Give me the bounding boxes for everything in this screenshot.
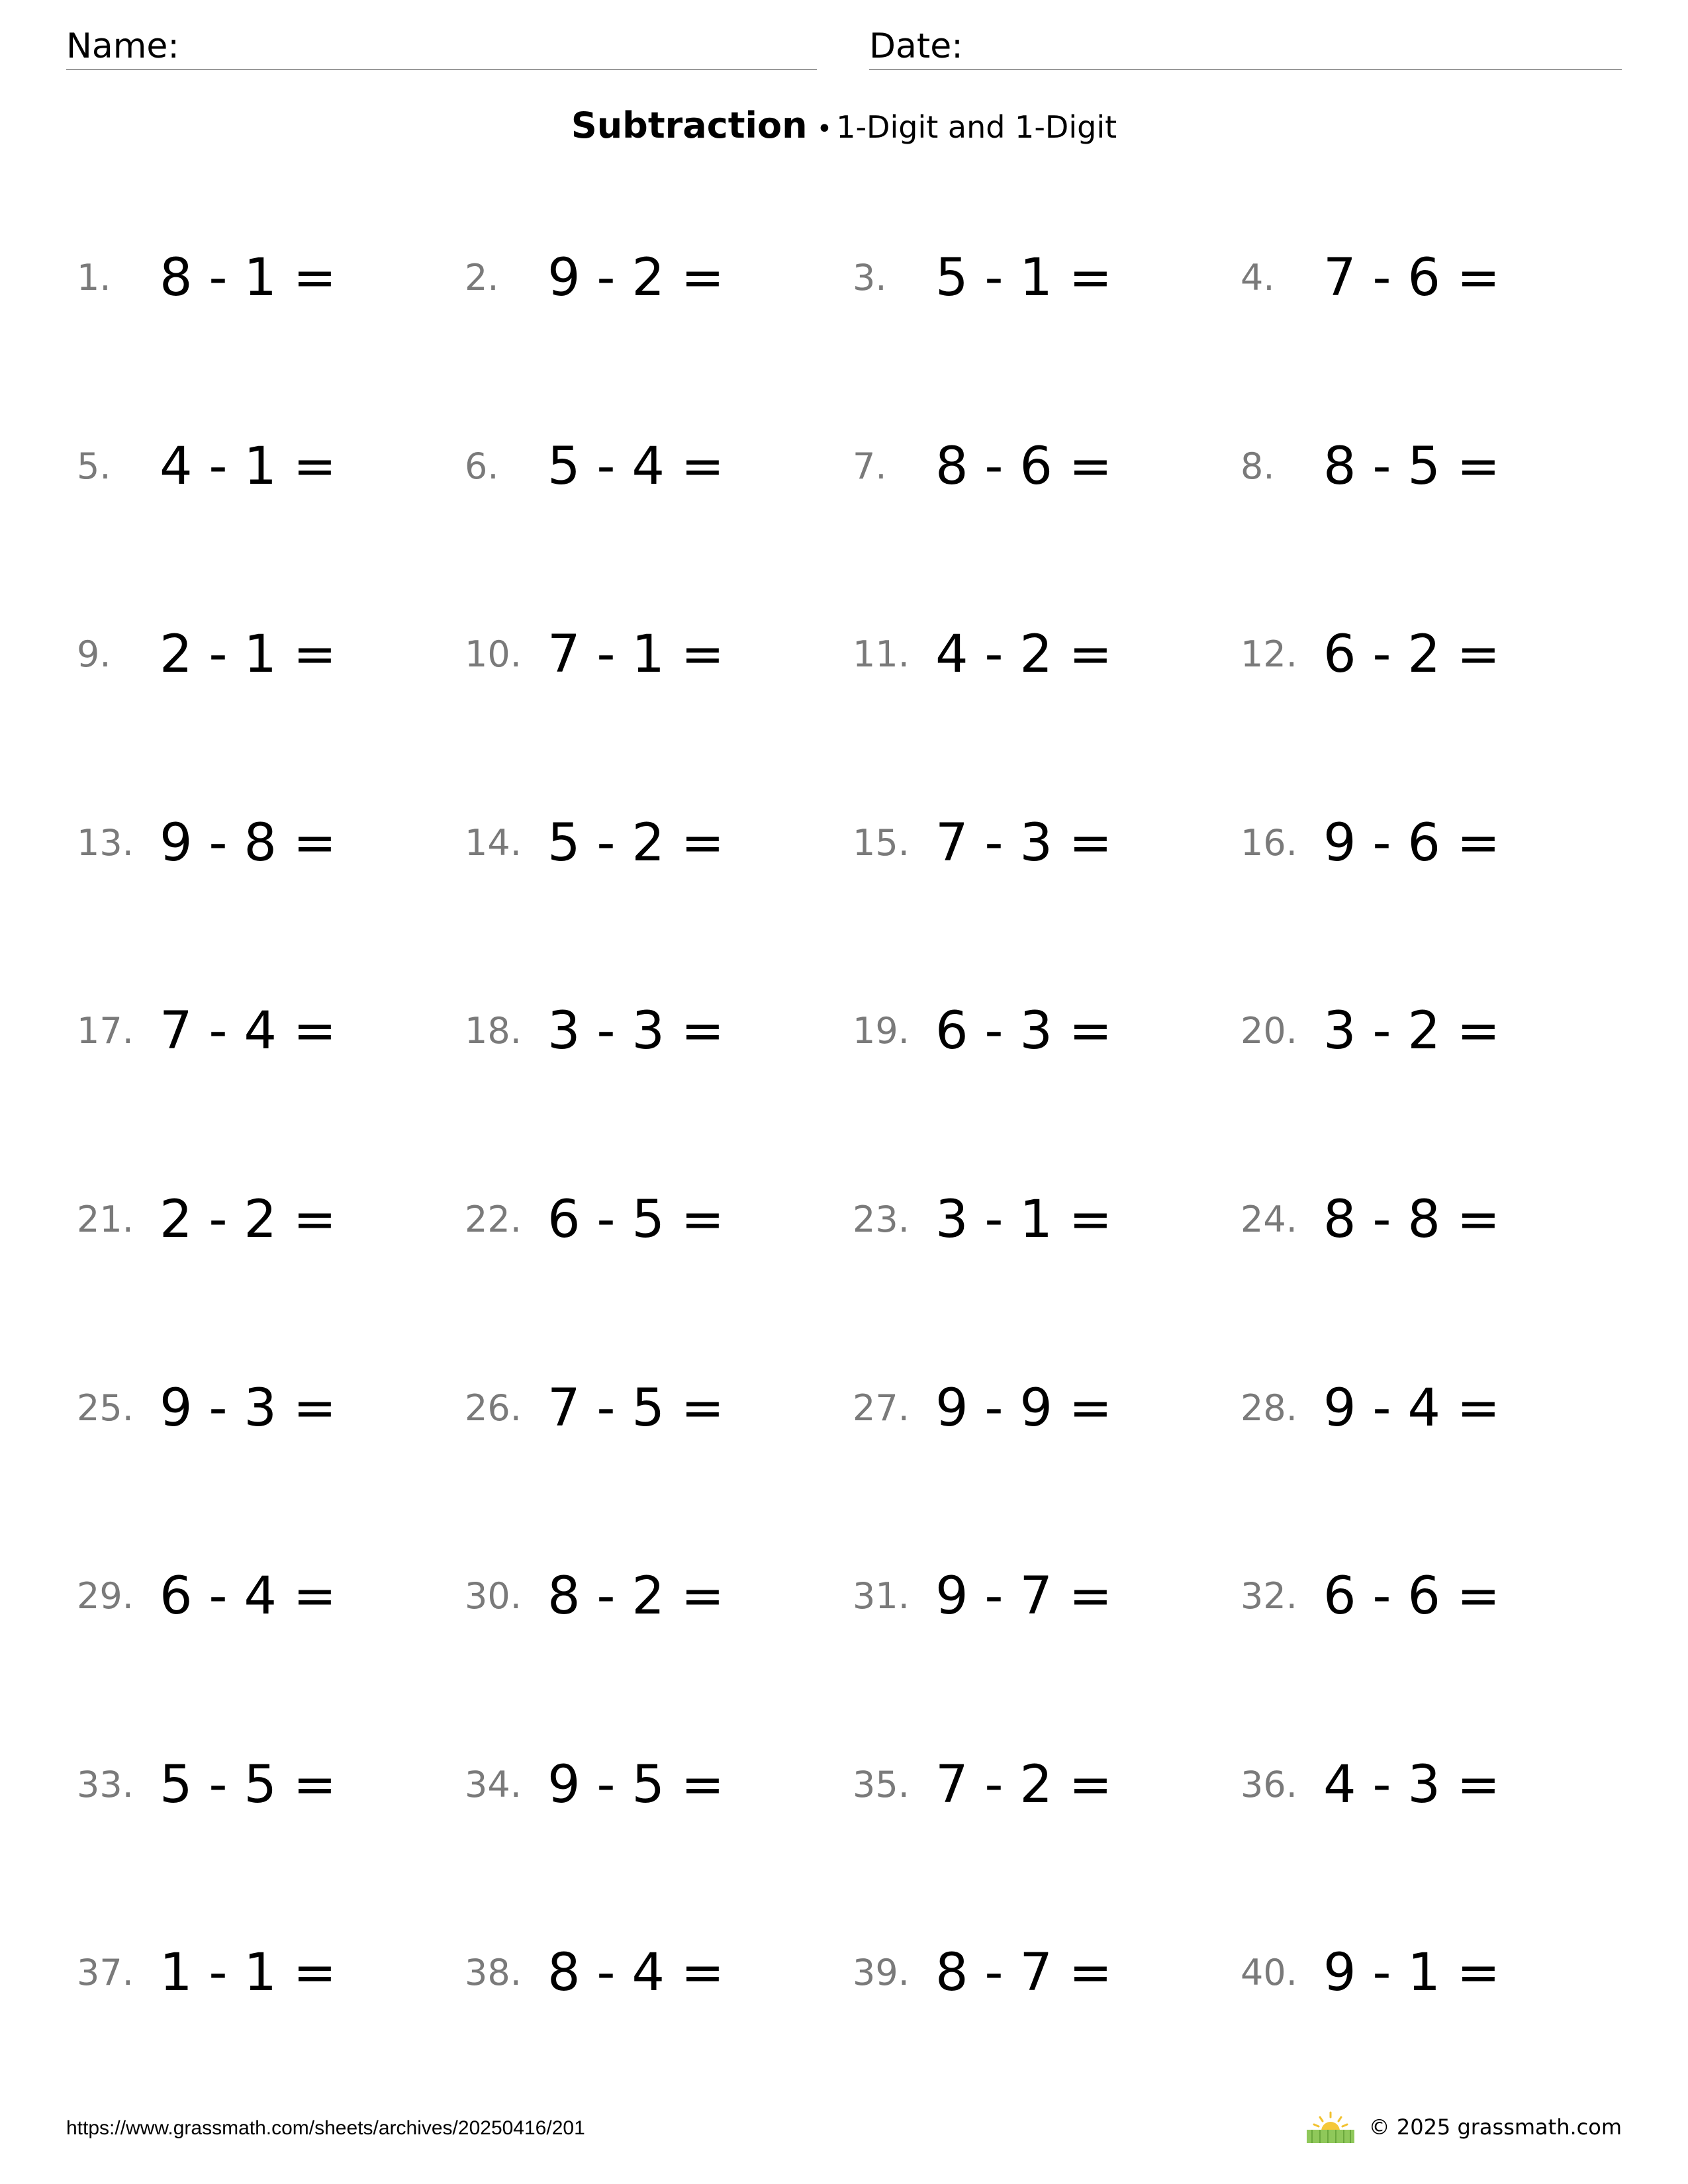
problem-number: 37. (77, 1952, 134, 1994)
problem-expression: 8 - 6 = (935, 436, 1113, 496)
problem-number: 18. (465, 1010, 522, 1052)
problem-expression: 8 - 7 = (935, 1943, 1113, 2003)
problem-number: 32. (1241, 1575, 1297, 1617)
problem-number: 21. (77, 1198, 134, 1240)
problem-expression: 7 - 5 = (547, 1378, 725, 1438)
problem-expression: 4 - 2 = (935, 625, 1113, 685)
problem-number: 29. (77, 1575, 134, 1617)
problem-expression: 5 - 4 = (547, 436, 725, 496)
problem-number: 19. (853, 1010, 910, 1052)
problem-expression: 5 - 5 = (160, 1754, 337, 1815)
problem-number: 34. (465, 1763, 522, 1805)
problem-item (77, 436, 465, 496)
problem-item (465, 1378, 853, 1438)
problem-number: 23. (853, 1198, 910, 1240)
problem-number: 39. (853, 1952, 910, 1994)
problem-expression: 5 - 1 = (935, 248, 1113, 308)
problem-expression: 2 - 2 = (160, 1189, 337, 1250)
problem-number: 17. (77, 1010, 134, 1052)
problem-expression: 7 - 1 = (547, 625, 725, 685)
problem-number: 5. (77, 445, 111, 487)
problem-expression: 6 - 6 = (1323, 1567, 1501, 1627)
problem-item (1241, 1001, 1628, 1062)
problem-expression: 7 - 4 = (160, 1001, 337, 1062)
problem-item (465, 625, 853, 685)
problem-expression: 7 - 6 = (1323, 248, 1501, 308)
problem-item (77, 1189, 465, 1250)
problem-item (465, 1001, 853, 1062)
problem-expression: 9 - 6 = (1323, 813, 1501, 873)
problem-expression: 9 - 8 = (160, 813, 337, 873)
problem-number: 20. (1241, 1010, 1297, 1052)
problem-number: 40. (1241, 1952, 1297, 1994)
problem-item (465, 1189, 853, 1250)
problem-number: 27. (853, 1387, 910, 1429)
name-label: Name: (66, 26, 179, 66)
problem-item (77, 1001, 465, 1062)
problem-expression: 8 - 4 = (547, 1943, 725, 2003)
problem-item (1241, 813, 1628, 873)
problem-number: 1. (77, 257, 111, 298)
problem-item (77, 1567, 465, 1627)
date-label: Date: (869, 26, 963, 66)
problem-number: 2. (465, 257, 499, 298)
problem-item (1241, 1189, 1628, 1250)
problem-item (465, 248, 853, 308)
problem-item (1241, 1754, 1628, 1815)
problem-expression: 4 - 3 = (1323, 1754, 1501, 1815)
problem-item (853, 813, 1241, 873)
problem-item (853, 1001, 1241, 1062)
problem-number: 4. (1241, 257, 1275, 298)
problem-expression: 9 - 1 = (1323, 1943, 1501, 2003)
problem-number: 33. (77, 1763, 134, 1805)
problem-item (77, 1943, 465, 2003)
problem-expression: 9 - 9 = (935, 1378, 1113, 1438)
problem-number: 7. (853, 445, 887, 487)
problem-expression: 3 - 2 = (1323, 1001, 1501, 1062)
title-main: Subtraction (571, 105, 808, 146)
problem-item (853, 1943, 1241, 2003)
problem-number: 26. (465, 1387, 522, 1429)
name-field[interactable] (66, 24, 817, 70)
problem-expression: 7 - 3 = (935, 813, 1113, 873)
problem-number: 11. (853, 633, 910, 676)
problem-item (77, 625, 465, 685)
problem-expression: 6 - 3 = (935, 1001, 1113, 1062)
problem-item (77, 813, 465, 873)
problem-item (1241, 625, 1628, 685)
problem-number: 13. (77, 821, 134, 864)
problem-number: 38. (465, 1952, 522, 1994)
problem-expression: 6 - 4 = (160, 1567, 337, 1627)
problem-number: 31. (853, 1575, 910, 1617)
problem-number: 10. (465, 633, 522, 676)
date-field[interactable] (869, 24, 1622, 70)
problem-expression: 8 - 8 = (1323, 1189, 1501, 1250)
problem-expression: 7 - 2 = (935, 1754, 1113, 1815)
problem-item (853, 1378, 1241, 1438)
problem-item (465, 436, 853, 496)
problem-item (1241, 436, 1628, 496)
problem-item (465, 1754, 853, 1815)
problem-item (465, 1567, 853, 1627)
problem-item (853, 625, 1241, 685)
problem-item (465, 1943, 853, 2003)
grass-sun-logo-icon (1307, 2111, 1354, 2143)
problem-number: 24. (1241, 1198, 1297, 1240)
problem-expression: 6 - 5 = (547, 1189, 725, 1250)
problem-number: 22. (465, 1198, 522, 1240)
problem-expression: 2 - 1 = (160, 625, 337, 685)
problem-expression: 8 - 2 = (547, 1567, 725, 1627)
problem-number: 9. (77, 633, 111, 676)
problem-item (1241, 1943, 1628, 2003)
problem-number: 3. (853, 257, 887, 298)
problem-expression: 9 - 5 = (547, 1754, 725, 1815)
problem-item (853, 1754, 1241, 1815)
footer-copyright: © 2025 grassmath.com (1368, 2115, 1622, 2140)
footer-brand (1307, 2111, 1622, 2143)
problem-item (853, 1567, 1241, 1627)
problem-expression: 9 - 2 = (547, 248, 725, 308)
problem-item (853, 248, 1241, 308)
problem-grid (77, 248, 1626, 2135)
problem-number: 16. (1241, 821, 1297, 864)
problem-item (1241, 248, 1628, 308)
problem-number: 12. (1241, 633, 1297, 676)
problem-expression: 9 - 3 = (160, 1378, 337, 1438)
problem-expression: 5 - 2 = (547, 813, 725, 873)
problem-item (465, 813, 853, 873)
problem-item (853, 1189, 1241, 1250)
problem-expression: 9 - 7 = (935, 1567, 1113, 1627)
worksheet-title (0, 105, 1688, 146)
problem-expression: 8 - 5 = (1323, 436, 1501, 496)
problem-number: 6. (465, 445, 499, 487)
problem-item (77, 1378, 465, 1438)
problem-number: 28. (1241, 1387, 1297, 1429)
problem-number: 36. (1241, 1763, 1297, 1805)
problem-expression: 1 - 1 = (160, 1943, 337, 2003)
problem-expression: 8 - 1 = (160, 248, 337, 308)
problem-item (77, 1754, 465, 1815)
problem-expression: 3 - 1 = (935, 1189, 1113, 1250)
title-subtitle: 1-Digit and 1-Digit (836, 109, 1117, 145)
problem-expression: 3 - 3 = (547, 1001, 725, 1062)
problem-expression: 9 - 4 = (1323, 1378, 1501, 1438)
problem-item (853, 436, 1241, 496)
title-separator: • (816, 114, 833, 144)
problem-expression: 4 - 1 = (160, 436, 337, 496)
problem-number: 25. (77, 1387, 134, 1429)
problem-expression: 6 - 2 = (1323, 625, 1501, 685)
problem-number: 8. (1241, 445, 1275, 487)
footer-url[interactable]: https://www.grassmath.com/sheets/archives/20250416/201 (66, 2117, 585, 2139)
problem-number: 14. (465, 821, 522, 864)
problem-item (1241, 1378, 1628, 1438)
problem-item (77, 248, 465, 308)
problem-number: 15. (853, 821, 910, 864)
problem-item (1241, 1567, 1628, 1627)
problem-number: 35. (853, 1763, 910, 1805)
problem-number: 30. (465, 1575, 522, 1617)
